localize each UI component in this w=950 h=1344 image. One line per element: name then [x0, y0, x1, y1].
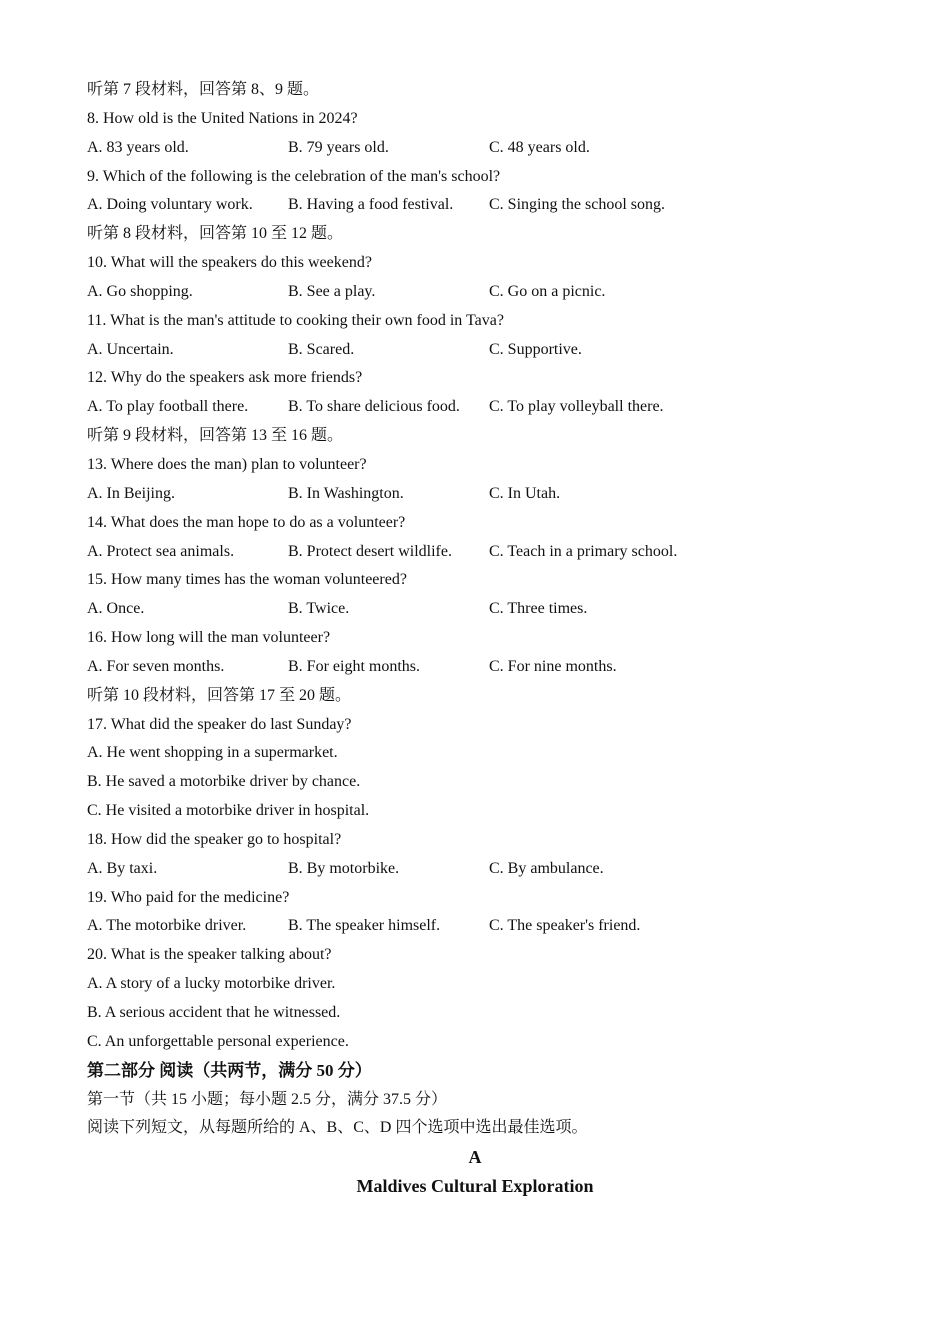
- option-a: A. Once.: [87, 600, 145, 618]
- answer-options-row: [87, 653, 887, 682]
- option-a: A. For seven months.: [87, 657, 225, 675]
- option-b: B. By motorbike.: [288, 859, 400, 877]
- question-text: 13. Where does the man) plan to volunteer?: [87, 455, 367, 473]
- question-text: 10. What will the speakers do this weekend?: [87, 254, 372, 272]
- answer-options-row: [87, 538, 887, 567]
- option-c: C. The speaker's friend.: [489, 917, 641, 935]
- answer-option: A. He went shopping in a supermarket.: [87, 744, 338, 762]
- option-a: A. To play football there.: [87, 398, 249, 416]
- exam-page: [87, 76, 887, 1201]
- answer-options-row: [87, 191, 887, 220]
- section-instruction: 阅读下列短文，从每题所给的 A、B、C、D 四个选项中选出最佳选项。: [87, 1119, 588, 1137]
- answer-options-row: [87, 278, 887, 307]
- option-c: C. Three times.: [489, 600, 588, 618]
- option-c: C. Teach in a primary school.: [489, 542, 678, 560]
- section-instruction: 第一节（共 15 小题；每小题 2.5 分，满分 37.5 分）: [87, 1090, 448, 1108]
- option-b: B. To share delicious food.: [288, 398, 460, 416]
- answer-options-row: [87, 855, 887, 884]
- option-a: A. The motorbike driver.: [87, 917, 247, 935]
- option-c: C. By ambulance.: [489, 859, 604, 877]
- section-instruction: 听第 10 段材料，回答第 17 至 20 题。: [87, 686, 352, 704]
- option-a: A. Protect sea animals.: [87, 542, 235, 560]
- question-text: 8. How old is the United Nations in 2024?: [87, 109, 358, 127]
- option-a: A. Uncertain.: [87, 340, 174, 358]
- option-a: A. By taxi.: [87, 859, 158, 877]
- answer-options-row: [87, 336, 887, 365]
- option-a: A. Go shopping.: [87, 282, 193, 300]
- answer-option: B. He saved a motorbike driver by chance.: [87, 773, 361, 791]
- option-a: A. Doing voluntary work.: [87, 196, 253, 214]
- passage-title: Maldives Cultural Exploration: [356, 1176, 594, 1197]
- option-b: B. For eight months.: [288, 657, 421, 675]
- question-text: 15. How many times has the woman volunteered?: [87, 571, 407, 589]
- option-c: C. For nine months.: [489, 657, 617, 675]
- passage-title: A: [468, 1147, 482, 1168]
- option-a: A. In Beijing.: [87, 484, 175, 502]
- answer-option: C. An unforgettable personal experience.: [87, 1032, 349, 1050]
- option-c: C. Singing the school song.: [489, 196, 666, 214]
- option-c: C. Supportive.: [489, 340, 582, 358]
- question-text: 19. Who paid for the medicine?: [87, 888, 290, 906]
- option-b: B. Having a food festival.: [288, 196, 454, 214]
- part-heading: 第二部分 阅读（共两节，满分 50 分）: [87, 1060, 372, 1080]
- question-text: 9. Which of the following is the celebration of the man's school?: [87, 167, 501, 185]
- option-c: C. In Utah.: [489, 484, 561, 502]
- option-c: C. 48 years old.: [489, 138, 590, 156]
- section-instruction: 听第 9 段材料，回答第 13 至 16 题。: [87, 427, 344, 445]
- option-b: B. The speaker himself.: [288, 917, 441, 935]
- option-c: C. Go on a picnic.: [489, 282, 606, 300]
- section-instruction: 听第 7 段材料，回答第 8、9 题。: [87, 81, 320, 98]
- question-text: 17. What did the speaker do last Sunday?: [87, 715, 352, 733]
- question-text: 20. What is the speaker talking about?: [87, 946, 332, 964]
- answer-options-row: [87, 480, 887, 509]
- option-b: B. Twice.: [288, 600, 350, 618]
- option-a: A. 83 years old.: [87, 138, 189, 156]
- question-text: 14. What does the man hope to do as a volunteer?: [87, 513, 406, 531]
- option-b: B. 79 years old.: [288, 138, 389, 156]
- question-text: 11. What is the man's attitude to cooking their own food in Tava?: [87, 311, 504, 329]
- answer-option: B. A serious accident that he witnessed.: [87, 1004, 341, 1021]
- answer-option: A. A story of a lucky motorbike driver.: [87, 975, 336, 993]
- question-text: 16. How long will the man volunteer?: [87, 629, 331, 647]
- question-text: 12. Why do the speakers ask more friends?: [87, 369, 363, 387]
- answer-option: C. He visited a motorbike driver in hospital.: [87, 802, 370, 820]
- answer-options-row: [87, 393, 887, 422]
- answer-options-row: [87, 595, 887, 624]
- option-b: B. Scared.: [288, 340, 355, 358]
- option-b: B. See a play.: [288, 282, 376, 300]
- question-text: 18. How did the speaker go to hospital?: [87, 830, 342, 848]
- answer-options-row: [87, 912, 887, 941]
- option-b: B. In Washington.: [288, 484, 404, 502]
- answer-options-row: [87, 134, 887, 163]
- section-instruction: 听第 8 段材料，回答第 10 至 12 题。: [87, 225, 344, 243]
- option-b: B. Protect desert wildlife.: [288, 542, 452, 560]
- option-c: C. To play volleyball there.: [489, 398, 664, 416]
